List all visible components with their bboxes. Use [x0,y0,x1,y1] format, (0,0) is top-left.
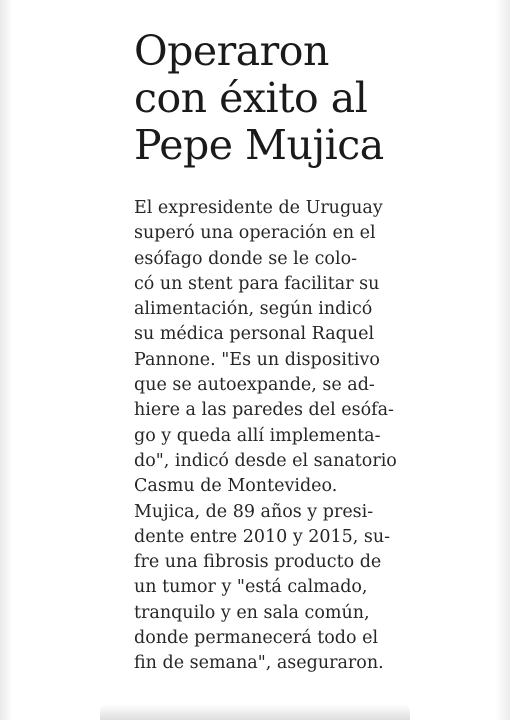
page-bottom-shadow [100,704,410,720]
body-line: un tumor y "está calmado, [134,577,368,598]
body-line: có un stent para facilitar su [134,273,380,294]
article-headline [134,28,384,169]
body-line: donde permanecerá todo el [134,628,379,649]
body-line: dente entre 2010 y 2015, su- [134,526,391,547]
body-line: hiere a las paredes del esófa- [134,400,394,421]
body-line: tranquilo y en sala común, [134,602,370,623]
body-line: do", indicó desde el sanatorio [134,450,397,471]
body-line: esófago donde se le colo- [134,248,358,269]
body-line: su médica personal Raquel [134,324,375,345]
body-line: superó una operación en el [134,223,376,244]
headline-line: Pepe Mujica [134,121,384,169]
article-body [134,196,397,677]
body-line: Pannone. "Es un dispositivo [134,349,380,370]
page-edge-shadow-left [0,0,12,720]
body-line: Mujica, de 89 años y presi- [134,501,374,522]
body-line: Casmu de Montevideo. [134,476,338,497]
body-line: que se autoexpande, se ad- [134,375,375,396]
body-line: go y queda allí implementa- [134,425,381,446]
body-line: fin de semana", aseguraron. [134,653,384,674]
headline-line: Operaron [134,27,329,75]
page-edge-shadow-right [496,0,510,720]
body-line: fre una fibrosis producto de [134,552,382,573]
headline-line: con éxito al [134,74,368,122]
body-line: El expresidente de Uruguay [134,198,383,218]
body-line: alimentación, según indicó [134,299,373,320]
